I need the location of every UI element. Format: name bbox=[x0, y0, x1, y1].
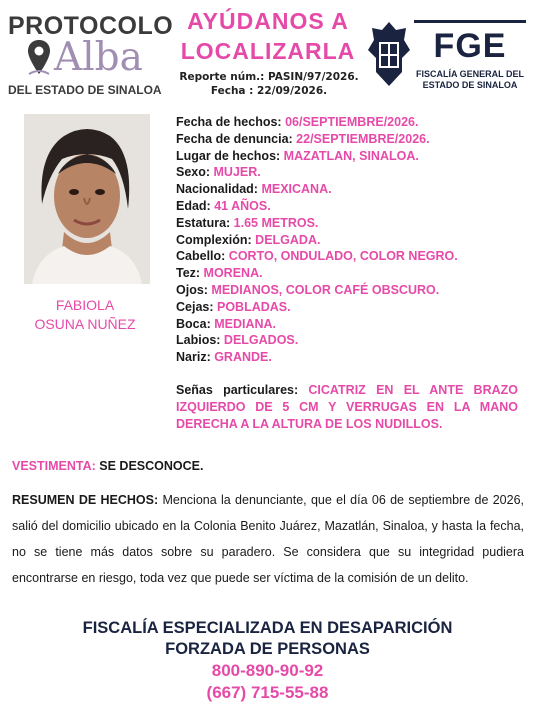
detail-label: Fecha de denuncia: bbox=[176, 131, 297, 146]
protocolo-alba-logo bbox=[6, 8, 174, 97]
case-summary bbox=[12, 487, 524, 591]
detail-value: MAZATLAN, SINALOA. bbox=[283, 148, 419, 163]
detail-row bbox=[176, 349, 526, 366]
detail-label: Cejas: bbox=[176, 299, 217, 314]
detail-value: 1.65 METROS. bbox=[233, 215, 319, 230]
detail-row bbox=[176, 181, 526, 198]
clothing-label: VESTIMENTA: bbox=[12, 459, 100, 473]
detail-label: Nariz: bbox=[176, 350, 215, 365]
detail-label: Sexo: bbox=[176, 165, 214, 180]
detail-value: MEDIANOS, COLOR CAFÉ OBSCURO. bbox=[211, 282, 440, 297]
fge-name-line1: FISCALÍA GENERAL DEL bbox=[415, 69, 524, 79]
fge-acronym: FGE bbox=[433, 27, 507, 65]
report-number: Reporte núm.: PASIN/97/2026. bbox=[179, 71, 359, 83]
detail-row bbox=[176, 198, 526, 215]
fge-logo bbox=[414, 20, 526, 95]
detail-value: MORENA. bbox=[203, 266, 263, 281]
clothing-value: SE DESCONOCE. bbox=[99, 459, 204, 473]
detail-row bbox=[176, 282, 526, 299]
detail-value: MEXICANA. bbox=[261, 182, 332, 197]
detail-label: Ojos: bbox=[176, 282, 212, 297]
detail-label: Nacionalidad: bbox=[176, 182, 262, 197]
detail-row bbox=[176, 332, 526, 349]
location-pin-icon bbox=[26, 38, 52, 78]
person-name-line2: OSUNA NUÑEZ bbox=[34, 316, 136, 332]
detail-row bbox=[176, 248, 526, 265]
logo-line1: PROTOCOLO bbox=[8, 12, 174, 40]
logo-line2: Alba bbox=[54, 35, 143, 80]
detail-value: POBLADAS. bbox=[217, 299, 291, 314]
detail-value: CORTO, ONDULADO, COLOR NEGRO. bbox=[228, 249, 458, 264]
detail-label: Boca: bbox=[176, 316, 215, 331]
detail-value: DELGADOS. bbox=[223, 333, 299, 348]
detail-label: Cabello: bbox=[176, 249, 229, 264]
sinaloa-seal-icon bbox=[366, 20, 412, 88]
detail-row bbox=[176, 131, 526, 148]
detail-value: DELGADA. bbox=[255, 232, 321, 247]
detail-label: Fecha de hechos: bbox=[176, 115, 286, 129]
detail-row bbox=[176, 232, 526, 249]
report-info bbox=[178, 70, 360, 98]
detail-label: Tez: bbox=[176, 266, 204, 281]
detail-label: Edad: bbox=[176, 198, 215, 213]
detail-row bbox=[176, 148, 526, 165]
detail-value: 06/SEPTIEMBRE/2026. bbox=[285, 115, 419, 129]
detail-value: 22/SEPTIEMBRE/2026. bbox=[296, 131, 430, 146]
distinguishing-marks-label: Señas particulares: bbox=[176, 383, 309, 397]
detail-label: Estatura: bbox=[176, 215, 234, 230]
logo-line3: DEL ESTADO DE SINALOA bbox=[8, 83, 162, 97]
person-name bbox=[10, 296, 160, 334]
detail-value: 41 AÑOS. bbox=[214, 198, 271, 213]
phone-tollfree: 800-890-90-92 bbox=[211, 661, 324, 680]
detail-label: Complexión: bbox=[176, 232, 256, 247]
phone-local: (667) 715-55-88 bbox=[206, 683, 329, 702]
person-details bbox=[176, 114, 526, 366]
detail-row bbox=[176, 114, 526, 131]
detail-value: GRANDE. bbox=[214, 350, 272, 365]
detail-label: Lugar de hechos: bbox=[176, 148, 284, 163]
person-photo bbox=[24, 114, 150, 284]
distinguishing-marks-value: CICATRIZ EN EL ANTE BRAZO IZQUIERDO DE 5 CM Y VERRUGAS EN LA MANO DERECHA A LA ALTURA DE LOS NUDILLOS. bbox=[176, 383, 518, 431]
report-date: Fecha : 22/09/2026. bbox=[210, 85, 328, 97]
fge-name bbox=[414, 69, 526, 91]
detail-label: Labios: bbox=[176, 333, 224, 348]
detail-row bbox=[176, 265, 526, 282]
agency-name-line1: FISCALÍA ESPECIALIZADA EN DESAPARICIÓN bbox=[82, 619, 453, 637]
detail-row bbox=[176, 316, 526, 333]
alert-title-line2: LOCALIZARLA bbox=[180, 38, 356, 64]
distinguishing-marks bbox=[176, 382, 518, 433]
fge-name-line2: ESTADO DE SINALOA bbox=[422, 80, 518, 90]
alert-title bbox=[178, 6, 358, 66]
alert-title-line1: AYÚDANOS A bbox=[187, 8, 349, 34]
detail-row bbox=[176, 299, 526, 316]
case-summary-label: RESUMEN DE HECHOS: bbox=[12, 493, 163, 507]
agency-name-line2: FORZADA DE PERSONAS bbox=[165, 640, 370, 658]
clothing bbox=[12, 459, 522, 473]
case-summary-text: Menciona la denunciante, que el día 06 de septiembre de 2026, salió del domicilio ubicado en la Colonia Benito Juárez, Mazatlán, Sinaloa, y hasta la fecha, no se tiene más datos sobre su paradero. Se considera que su integridad pudiera encontrarse en riesgo, toda vez que puede ser víctima de la comisión de un delito. bbox=[12, 493, 524, 585]
detail-value: MUJER. bbox=[213, 165, 261, 180]
person-name-line1: FABIOLA bbox=[55, 297, 115, 313]
detail-value: MEDIANA. bbox=[214, 316, 277, 331]
detail-row bbox=[176, 164, 526, 181]
agency-name bbox=[20, 618, 515, 660]
detail-row bbox=[176, 215, 526, 232]
